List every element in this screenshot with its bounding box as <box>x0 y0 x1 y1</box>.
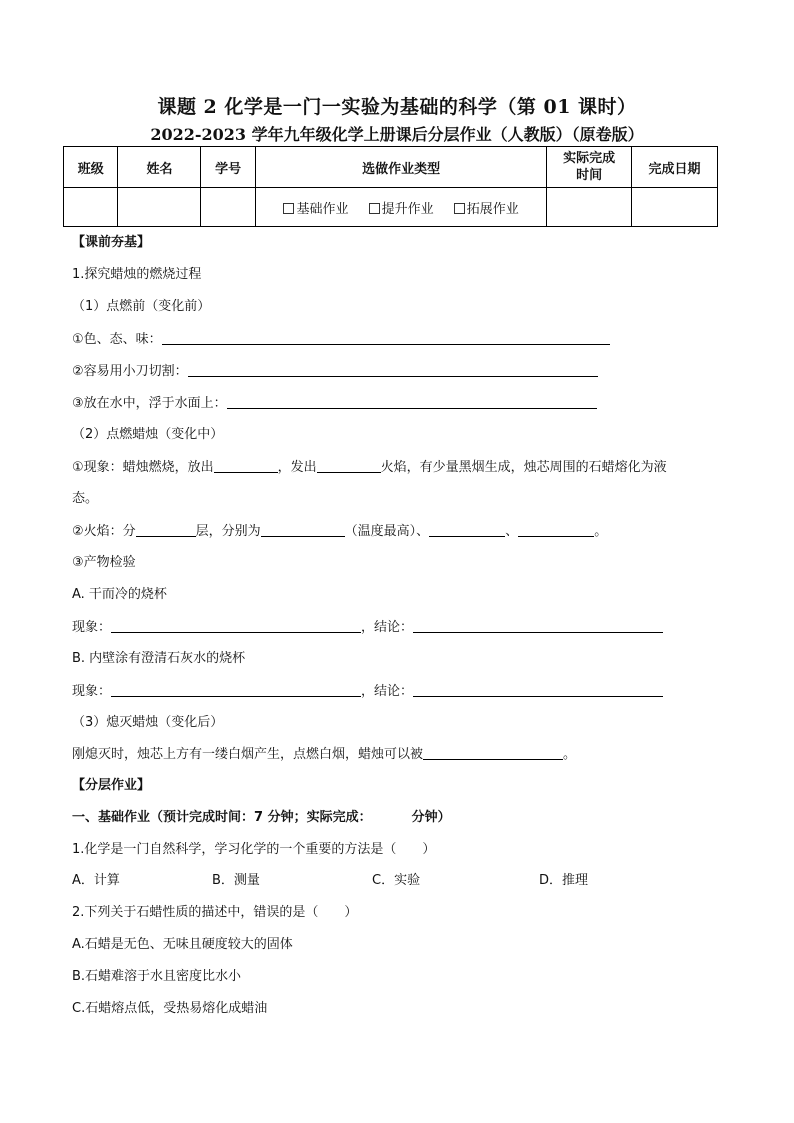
question-2: 1.化学是一门自然科学，学习化学的一个重要的方法是（ ） <box>72 842 436 857</box>
option-basic[interactable]: 基础作业 <box>283 198 348 217</box>
answer-blank[interactable] <box>136 523 196 537</box>
q3-option-c[interactable]: C.石蜡熔点低，受热易熔化成蜡油 <box>72 1001 268 1016</box>
q2-option-b[interactable]: B．测量 <box>212 873 260 888</box>
completion-date-cell[interactable] <box>631 188 717 227</box>
answer-blank[interactable] <box>111 683 361 697</box>
section-pre-class: 【课前夯基】 <box>72 235 151 250</box>
answer-blank[interactable] <box>518 523 594 537</box>
header-homework-type: 选做作业类型 <box>255 147 546 188</box>
answer-blank[interactable] <box>214 459 278 473</box>
header-student-id: 学号 <box>201 147 255 188</box>
test-b: B. 内壁涂有澄清石灰水的烧杯 <box>72 651 246 666</box>
q2-option-d[interactable]: D．推理 <box>539 873 589 888</box>
option-advanced[interactable]: 提升作业 <box>369 198 434 217</box>
class-cell[interactable] <box>64 188 118 227</box>
answer-blank[interactable] <box>111 619 361 633</box>
basic-homework-heading: 一、基础作业（预计完成时间：7 分钟；实际完成： 分钟） <box>72 810 451 825</box>
checkbox-icon[interactable] <box>283 203 294 214</box>
info-table <box>63 146 718 227</box>
part-2-item-b: ②火焰：分 层，分别为 （温度最高）、 、 。 <box>72 524 608 539</box>
homework-type-options <box>255 188 546 227</box>
question-3: 2.下列关于石蜡性质的描述中，错误的是（ ） <box>72 905 358 920</box>
q3-option-a[interactable]: A.石蜡是无色、无味且硬度较大的固体 <box>72 937 293 952</box>
actual-time-cell[interactable] <box>547 188 632 227</box>
answer-blank[interactable] <box>413 683 663 697</box>
header-name: 姓名 <box>118 147 201 188</box>
answer-blank[interactable] <box>227 395 597 409</box>
part-3-heading: （3）熄灭蜡烛（变化后） <box>72 715 224 730</box>
part-2-item-a: ①现象：蜡烛燃烧，放出 ，发出 火焰，有少量黑烟生成，烛芯周围的石蜡熔化为液 <box>72 460 667 475</box>
test-b-answer: 现象： ，结论： <box>72 683 663 700</box>
question-1: 1.探究蜡烛的燃烧过程 <box>72 267 202 282</box>
student-id-cell[interactable] <box>201 188 255 227</box>
answer-blank[interactable] <box>188 363 598 377</box>
header-class: 班级 <box>64 147 118 188</box>
test-a: A. 干而冷的烧杯 <box>72 587 167 602</box>
answer-blank[interactable] <box>162 331 610 345</box>
answer-blank[interactable] <box>429 523 505 537</box>
part-2-item-a-cont: 态。 <box>72 491 99 506</box>
answer-blank[interactable] <box>413 619 663 633</box>
section-layered-homework: 【分层作业】 <box>72 778 151 793</box>
header-actual-time: 实际完成时间 <box>547 147 632 188</box>
q3-option-b[interactable]: B.石蜡难溶于水且密度比水小 <box>72 969 242 984</box>
part-1-heading: （1）点燃前（变化前） <box>72 299 211 314</box>
answer-blank[interactable] <box>317 459 381 473</box>
q2-option-a[interactable]: A．计算 <box>72 873 120 888</box>
answer-blank[interactable] <box>261 523 345 537</box>
part-3-item: 刚熄灭时，烛芯上方有一缕白烟产生，点燃白烟，蜡烛可以被 。 <box>72 747 577 762</box>
header-completion-date: 完成日期 <box>631 147 717 188</box>
page-subtitle: 2022-2023 学年九年级化学上册课后分层作业（人教版）（原卷版） <box>150 125 644 144</box>
answer-blank[interactable] <box>423 746 563 760</box>
part-1-item-a: ①色、态、味： <box>72 331 610 348</box>
name-cell[interactable] <box>118 188 201 227</box>
option-extension[interactable]: 拓展作业 <box>454 198 519 217</box>
page-title: 课题 2 化学是一门一实验为基础的科学（第 01 课时） <box>157 96 637 118</box>
table-input-row <box>64 188 718 227</box>
q2-option-c[interactable]: C．实验 <box>372 873 421 888</box>
checkbox-icon[interactable] <box>369 203 380 214</box>
part-1-item-b: ②容易用小刀切割： <box>72 363 598 380</box>
table-header-row <box>64 147 718 188</box>
part-2-heading: （2）点燃蜡烛（变化中） <box>72 427 224 442</box>
part-1-item-c: ③放在水中，浮于水面上： <box>72 395 597 412</box>
part-2-item-c: ③产物检验 <box>72 555 136 570</box>
checkbox-icon[interactable] <box>454 203 465 214</box>
test-a-answer: 现象： ，结论： <box>72 619 663 636</box>
